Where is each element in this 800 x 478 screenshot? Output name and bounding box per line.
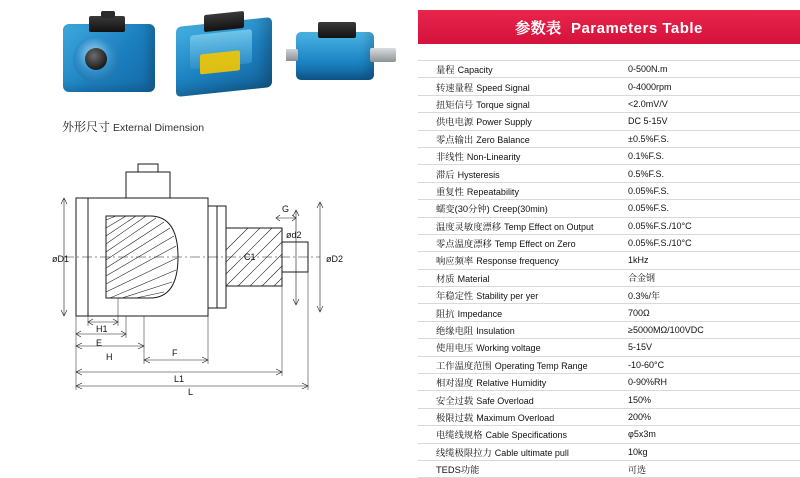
table-row (418, 409, 800, 426)
parameters-title-cn: 参数表 (515, 19, 562, 37)
spec-value: 0-500N.m (628, 64, 668, 75)
spec-name-cn: 量程 (436, 65, 455, 76)
output-shaft (370, 48, 396, 62)
external-dimension-caption (62, 118, 204, 135)
table-row (418, 391, 800, 408)
spec-value: 0.05%F.S. (628, 203, 670, 214)
spec-name-en: Operating Temp Range (494, 360, 588, 371)
torque-sensor-angled-view-photo (170, 8, 277, 100)
spec-name (418, 462, 628, 476)
table-row (418, 165, 800, 182)
parameters-title-en: Parameters Table (570, 19, 703, 37)
spec-name (418, 358, 628, 372)
connector-cap-icon (318, 22, 356, 38)
spec-name-en: Power Supply (476, 117, 532, 128)
spec-name-en: Material (457, 273, 490, 284)
spec-name-cn: 非线性 (436, 152, 464, 163)
spec-value: ≥5000MΩ/100VDC (628, 325, 704, 336)
input-shaft (286, 49, 298, 61)
sensor-body-front (63, 24, 155, 92)
table-row (418, 96, 800, 113)
table-row (418, 252, 800, 269)
table-row (418, 357, 800, 374)
spec-value: 5-15V (628, 342, 653, 353)
parameters-table-title (515, 17, 703, 38)
parameters-panel (418, 0, 800, 476)
spec-name (418, 306, 628, 320)
spec-value: 0.1%F.S. (628, 151, 665, 162)
spec-name-en: Capacity (457, 65, 493, 76)
spec-name-en: Safe Overload (476, 395, 534, 406)
spec-value: -10-60°C (628, 359, 665, 370)
connector-top-icon (101, 11, 115, 18)
spec-name (418, 201, 628, 215)
spec-name-en: Temp Effect on Output (504, 221, 594, 232)
sensor-body-side (296, 32, 374, 80)
spec-name-cn: 响应频率 (436, 256, 474, 267)
spec-name (418, 427, 628, 441)
spec-value: ±0.5%F.S. (628, 133, 669, 144)
table-row (418, 322, 800, 339)
spec-name-cn: 工作温度范围 (436, 360, 492, 371)
dim-label-H1: H1 (96, 324, 108, 334)
spec-name-en: Cable ultimate pull (494, 447, 569, 458)
spec-name (418, 132, 628, 146)
spec-name-cn: 供电电源 (436, 117, 474, 128)
spec-name-cn: 相对湿度 (436, 378, 474, 389)
spec-name (418, 97, 628, 111)
spec-name-cn: 零点温度漂移 (436, 239, 492, 250)
dim-label-L1: L1 (174, 374, 185, 384)
table-row (418, 287, 800, 304)
spec-value: 1kHz (628, 255, 649, 266)
spec-name-cn: 滞后 (436, 169, 455, 180)
spec-value: 0.3%/年 (628, 290, 661, 301)
spec-name (418, 114, 628, 128)
parameters-table-header (418, 10, 800, 44)
torque-sensor-front-view-photo (55, 8, 162, 100)
spec-name-en: Repeatability (466, 186, 519, 197)
spec-name-cn: 安全过载 (436, 395, 474, 406)
spec-name (418, 340, 628, 354)
table-row (418, 148, 800, 165)
product-photo-row (55, 8, 405, 103)
spec-name (418, 62, 628, 76)
table-row (418, 60, 800, 78)
table-row (418, 461, 800, 478)
spec-value: 200% (628, 412, 652, 422)
spec-name-cn: 温度灵敏度漂移 (436, 221, 502, 232)
table-row (418, 183, 800, 200)
dim-label-d2: ød2 (286, 230, 302, 240)
table-row (418, 218, 800, 235)
spec-name (418, 80, 628, 94)
spec-name (418, 410, 628, 424)
spec-name-cn: TEDS功能 (436, 465, 480, 476)
spec-value: φ5x3m (628, 429, 656, 440)
spec-name-cn: 转速量程 (436, 82, 474, 93)
spec-value: 可选 (628, 464, 647, 475)
table-row (418, 131, 800, 148)
spec-name (418, 445, 628, 459)
external-dimension-label-en: External Dimension (113, 122, 205, 134)
spec-name-en: Stability per yer (476, 291, 539, 302)
table-row (418, 78, 800, 95)
spec-name-cn: 极限过载 (436, 413, 474, 423)
spec-name-en: Impedance (457, 308, 503, 319)
spec-name-cn: 材质 (436, 273, 455, 284)
spec-name-cn: 重复性 (436, 186, 464, 197)
spec-name-cn: 电缆线规格 (436, 430, 483, 441)
table-row (418, 200, 800, 217)
dim-label-E: E (96, 338, 103, 348)
table-row (418, 304, 800, 321)
spec-name-cn: 线缆极限拉力 (436, 447, 492, 458)
spec-name-cn: 年稳定性 (436, 291, 474, 302)
dim-label-D2: øD2 (326, 254, 344, 264)
table-row (418, 235, 800, 252)
spec-name-en: Hysteresis (457, 169, 500, 180)
table-row (418, 113, 800, 130)
spec-name-en: Response frequency (476, 256, 559, 267)
external-dimension-label-cn: 外形尺寸 (62, 120, 111, 134)
spec-name-en: Speed Signal (476, 82, 530, 93)
spec-name-en: Maximum Overload (476, 413, 555, 423)
dim-label-H: H (106, 352, 113, 362)
spec-name (418, 288, 628, 302)
sensor-body-angled (176, 17, 272, 97)
spec-value: 0-4000rpm (628, 81, 672, 92)
spec-name (418, 253, 628, 267)
spec-name (418, 375, 628, 389)
spec-name-en: Torque signal (476, 99, 530, 110)
spec-name-en: Working voltage (476, 343, 541, 354)
spec-value: 0-90%RH (628, 377, 668, 388)
spec-name-en: Insulation (476, 326, 515, 337)
spec-value: 0.05%F.S. (628, 185, 670, 196)
table-row (418, 339, 800, 356)
sensor-label (200, 50, 240, 74)
spec-name (418, 167, 628, 181)
spec-value: 0.5%F.S. (628, 168, 665, 179)
spec-name (418, 219, 628, 233)
spec-name (418, 236, 628, 250)
table-row (418, 374, 800, 391)
spec-value: 150% (628, 394, 652, 405)
spec-value: DC 5-15V (628, 116, 668, 127)
spec-name (418, 184, 628, 198)
spec-name-cn: 扭矩信号 (436, 99, 474, 110)
spec-name-en: Non-Linearity (466, 152, 521, 163)
spec-name-en: Creep(30min) (492, 204, 548, 215)
dim-label-D1: øD1 (52, 254, 70, 264)
parameters-table-body (418, 60, 800, 478)
connector-cap-icon (89, 16, 125, 32)
spec-name-cn: 使用电压 (436, 343, 474, 354)
technical-drawing (48, 150, 398, 395)
spec-name-cn: 零点输出 (436, 134, 474, 145)
sensor-bore (85, 48, 107, 70)
table-row (418, 270, 800, 287)
spec-name (418, 271, 628, 285)
table-row (418, 426, 800, 443)
torque-sensor-side-view-photo (286, 8, 405, 100)
connector-cap-icon (204, 11, 244, 32)
spec-name-cn: 蠕变(30分钟) (436, 204, 490, 215)
spec-name-en: Cable Specifications (485, 430, 568, 441)
spec-name-en: Relative Humidity (476, 378, 547, 389)
spec-name (418, 323, 628, 337)
spec-name (418, 149, 628, 163)
spec-value: <2.0mV/V (628, 98, 668, 109)
left-panel (0, 0, 410, 403)
dim-label-L: L (188, 387, 194, 395)
spec-name-en: Zero Balance (476, 134, 530, 145)
spec-value: 10kg (628, 446, 648, 457)
spec-name-cn: 绝缘电阻 (436, 326, 474, 337)
dim-label-G: G (282, 204, 290, 214)
spec-value: 700Ω (628, 307, 650, 318)
spec-name (418, 393, 628, 407)
dim-label-F: F (172, 348, 178, 358)
spec-value: 合金钢 (628, 273, 656, 284)
spec-name-cn: 阻抗 (436, 308, 455, 319)
spec-name-en: Temp Effect on Zero (494, 239, 576, 250)
spec-value: 0.05%F.S./10°C (628, 238, 692, 249)
spec-value: 0.05%F.S./10°C (628, 220, 692, 231)
table-row (418, 444, 800, 461)
dim-label-C1: C1 (244, 252, 256, 262)
